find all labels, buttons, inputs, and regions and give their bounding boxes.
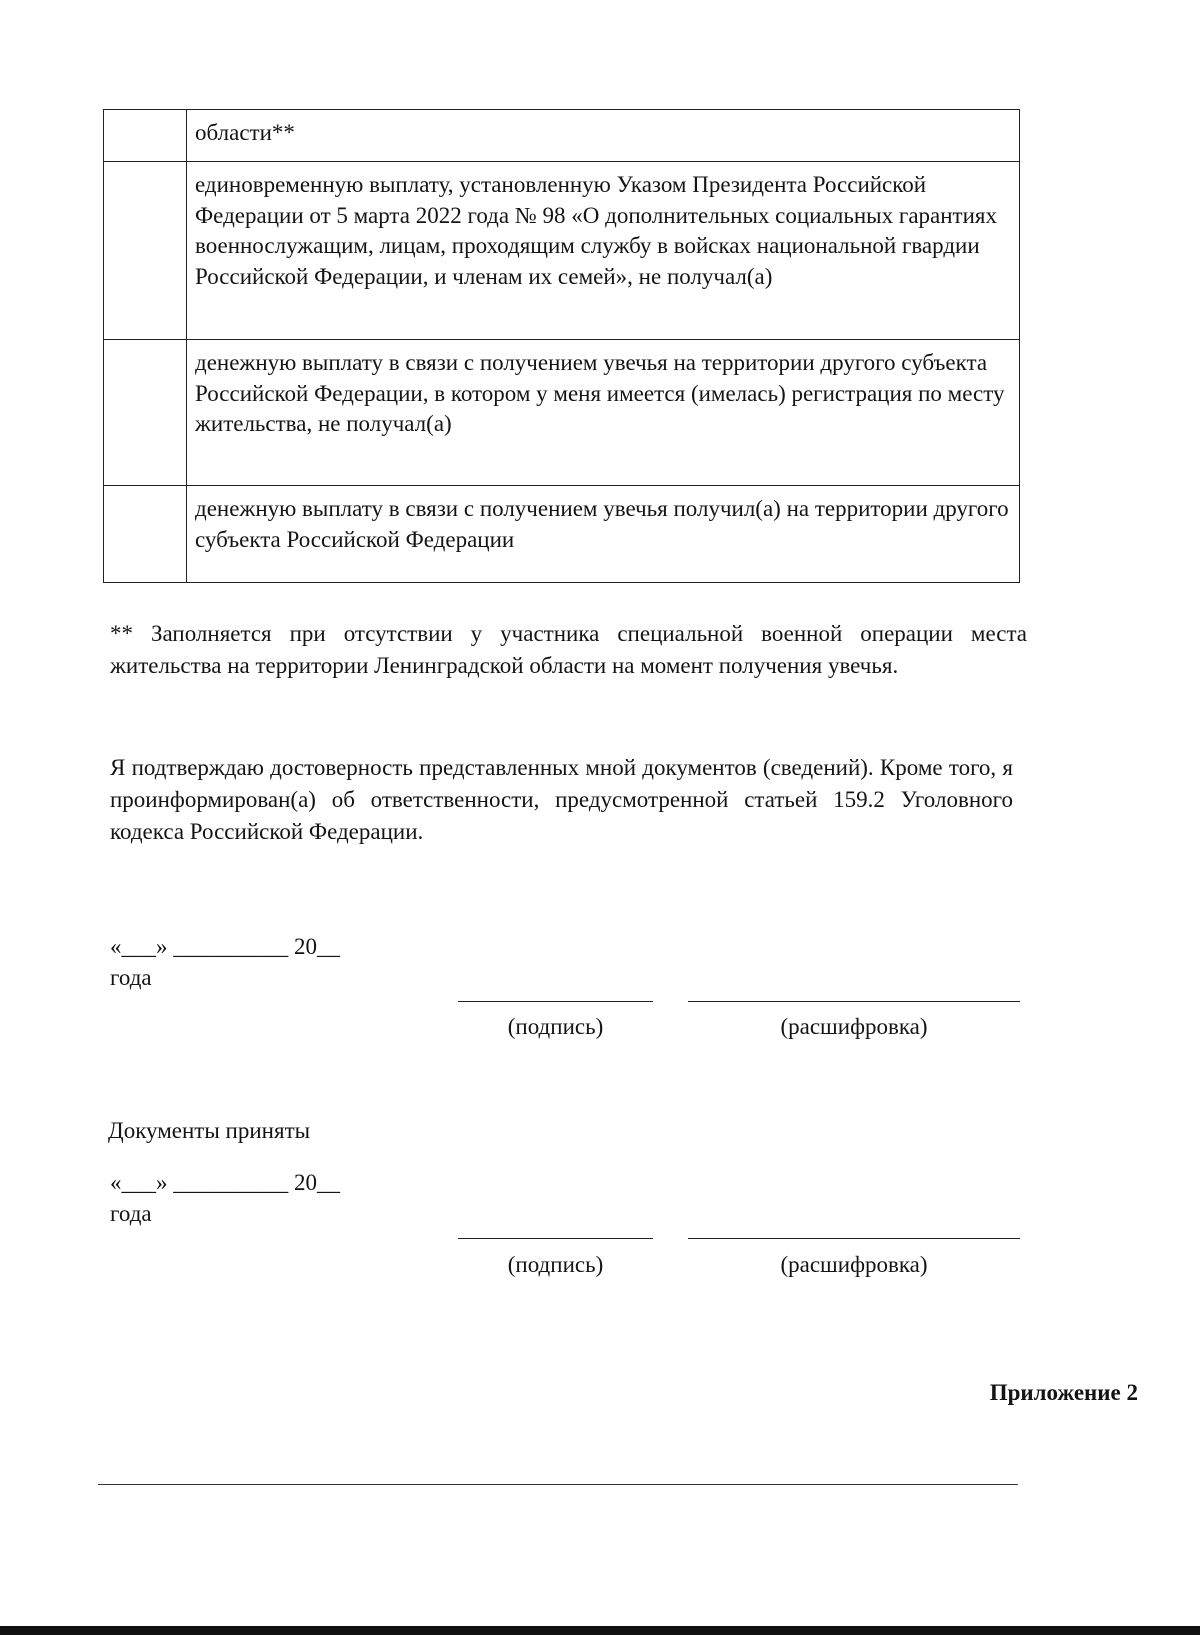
decoding-line[interactable]	[688, 1001, 1020, 1002]
appendix-label: Приложение 2	[989, 1380, 1138, 1405]
checkbox-cell[interactable]	[104, 162, 187, 340]
year-label: года	[110, 965, 152, 990]
signature-line[interactable]	[458, 1238, 653, 1239]
decoding-line[interactable]	[688, 1238, 1020, 1239]
scan-edge	[0, 1626, 1200, 1635]
date-field[interactable]: «___» __________ 20__	[110, 1170, 340, 1195]
options-table	[103, 109, 1020, 583]
option-text: области**	[187, 110, 1020, 162]
checkbox-cell[interactable]	[104, 110, 187, 162]
table-row	[104, 340, 1020, 486]
date-field[interactable]: «___» __________ 20__	[110, 934, 340, 959]
option-text: единовременную выплату, установленную Указом Президента Российской Федерации от 5 марта 2022 года № 98 «О дополнительных социальных гарантиях военнослужащим, лицам, проходящим службу в войсках национальной гвардии Российской Федерации, и членам их семей», не получал(а)	[187, 162, 1020, 340]
checkbox-cell[interactable]	[104, 486, 187, 583]
signature-line[interactable]	[458, 1001, 653, 1002]
confirmation-text: Я подтверждаю достоверность представленных мной документов (сведений). Кроме того, я проинформирован(а) об ответственности, предусмотренной статьей 159.2 Уголовного кодекса Российской Федерации.	[110, 755, 1013, 844]
year-label: года	[110, 1201, 152, 1226]
table-row	[104, 162, 1020, 340]
signature-caption: (подпись)	[507, 1252, 604, 1277]
table-row	[104, 110, 1020, 162]
decoding-caption: (расшифровка)	[780, 1252, 928, 1277]
table-row	[104, 486, 1020, 583]
signature-caption: (подпись)	[507, 1014, 604, 1039]
option-text: денежную выплату в связи с получением увечья на территории другого субъекта Российской Федерации, в котором у меня имеется (имелась) регистрация по месту жительства, не получал(а)	[187, 340, 1020, 486]
checkbox-cell[interactable]	[104, 340, 187, 486]
decoding-caption: (расшифровка)	[780, 1014, 928, 1039]
divider	[98, 1484, 1018, 1485]
option-text: денежную выплату в связи с получением увечья получил(а) на территории другого субъекта Российской Федерации	[187, 486, 1020, 583]
accepted-heading: Документы приняты	[108, 1118, 311, 1143]
footnote: ** Заполняется при отсутствии у участника специальной военной операции места жительства на территории Ленинградской области на момент получения увечья.	[110, 621, 1027, 678]
